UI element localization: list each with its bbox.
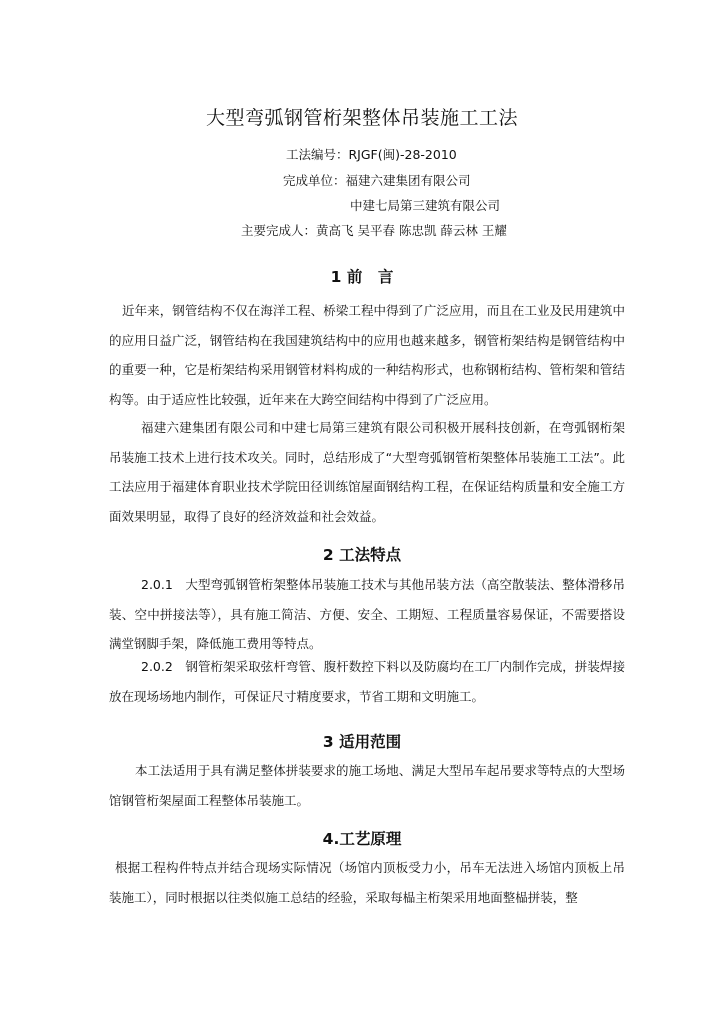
section-4-paragraph-1: 根据工程构件特点并结合现场实际情况（场馆内顶板受力小，吊车无法进入场馆内顶板上吊装施工），同时根据以往类似施工总结的经验，采取每榀主桁架采用地面整榀拼装，整 [109,860,625,905]
completion-unit-secondary: 中建七局第三建筑有限公司 [350,198,501,213]
section-1-paragraph-1: 近年来，钢管结构不仅在海洋工程、桥梁工程中得到了广泛应用，而且在工业及民用建筑中的应用日益广泛，钢管结构在我国建筑结构中的应用也越来越多，钢管桁架结构是钢管结构中的重要一种，它是桁架结构采用钢管材料构成的一种结构形式，也称钢桁结构、管桁架和管结构等。由于适应性比较强，近年来在大跨空间结构中得到了广泛应用。 [109,303,625,407]
section-2-paragraph-2: 2.0.2 钢管桁架采取弦杆弯管、腹杆数控下料以及防腐均在工厂内制作完成，拼装焊接放在现场场地内制作，可保证尺寸精度要求，节省工期和文明施工。 [109,659,625,704]
main-authors: 主要完成人：黄高飞 吴平春 陈忠凯 薛云林 王耀 [241,223,507,238]
section-2-paragraph-1: 2.0.1 大型弯弧钢管桁架整体吊装施工技术与其他吊装方法（高空散装法、整体滑移吊装、空中拼接法等），具有施工简洁、方便、安全、工期短、工程质量容易保证，不需要搭设满堂钢脚手架，降低施工费用等特点。 [109,577,625,651]
section-3-heading: 3 适用范围 [322,733,402,751]
section-4-heading: 4.工艺原理 [322,830,402,848]
section-1-heading: 1 前 言 [330,268,394,286]
method-number: 工法编号：RJGF(闽)-28-2010 [286,147,457,162]
section-3-paragraph-1: 本工法适用于具有满足整体拼装要求的施工场地、满足大型吊车起吊要求等特点的大型场馆钢管桁架屋面工程整体吊装施工。 [109,763,625,808]
section-1-paragraph-2: 福建六建集团有限公司和中建七局第三建筑有限公司积极开展科技创新，在弯弧钢桁架吊装施工技术上进行技术攻关。同时，总结形成了“大型弯弧钢管桁架整体吊装施工工法”。此工法应用于福建体育职业技术学院田径训练馆屋面钢结构工程，在保证结构质量和安全施工方面效果明显，取得了良好的经济效益和社会效益。 [109,420,625,524]
section-2-heading: 2 工法特点 [322,546,402,564]
completion-unit-primary: 完成单位：福建六建集团有限公司 [283,173,471,188]
document-title: 大型弯弧钢管桁架整体吊装施工工法 [205,107,518,129]
